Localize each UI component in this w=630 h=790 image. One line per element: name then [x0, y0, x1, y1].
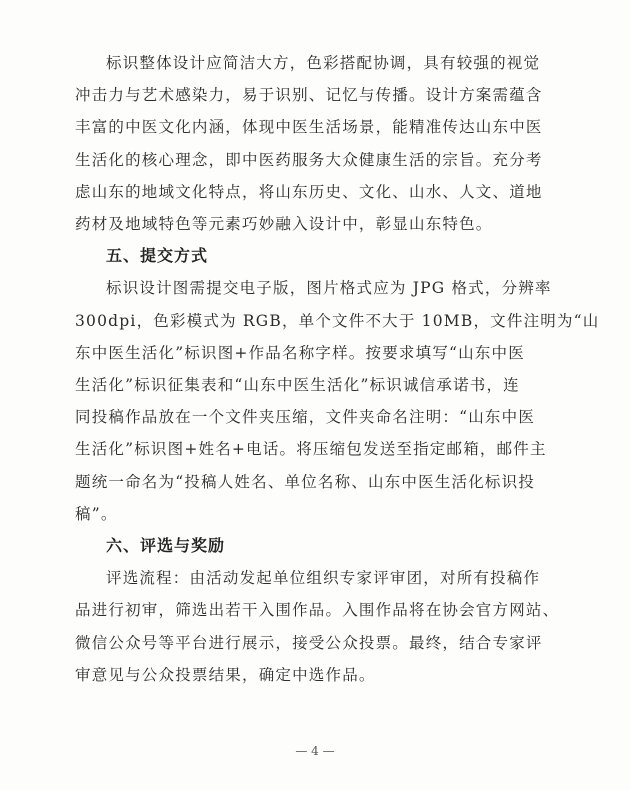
- section-heading-submission: 五、提交方式: [106, 246, 209, 266]
- text-line: 微信公众号等平台进行展示，接受公众投票。最终，结合专家评: [75, 633, 543, 652]
- text-line: 题统一命名为“投稿人姓名、单位名称、山东中医生活化标识投: [75, 472, 536, 491]
- text-line: 生活化的核心理念，即中医药服务大众健康生活的宗旨。充分考: [75, 150, 543, 169]
- document-body: [75, 47, 600, 691]
- text-line: 稿”。: [75, 504, 118, 523]
- paragraph-evaluation: [75, 562, 560, 691]
- text-line: 虑山东的地域文化特点，将山东历史、文化、山水、人文、道地: [75, 182, 543, 201]
- text-line: 东中医生活化”标识图+作品名称字样。按要求填写“山东中医: [75, 343, 525, 362]
- paragraph-submission: [75, 272, 600, 530]
- text-line: 同投稿作品放在一个文件夹压缩，文件夹命名注明：“山东中医: [75, 408, 536, 427]
- text-line: 药材及地域特色等元素巧妙融入设计中，彰显山东特色。: [75, 215, 493, 234]
- text-line: 生活化”标识图+姓名+电话。将压缩包发送至指定邮箱，邮件主: [75, 440, 547, 459]
- text-line: 300dpi，色彩模式为 RGB，单个文件不大于 10MB，文件注明为“山: [75, 311, 600, 330]
- text-line: 品进行初审，筛选出若干入围作品。入围作品将在协会官方网站、: [75, 601, 560, 620]
- text-line: 标识整体设计应简洁大方，色彩搭配协调，具有较强的视觉: [106, 54, 541, 72]
- text-line: 评选流程：由活动发起单位组织专家评审团，对所有投稿作: [106, 569, 541, 588]
- text-line: 生活化”标识征集表和“山东中医生活化”标识诚信承诺书，连: [75, 376, 520, 395]
- text-line: 丰富的中医文化内涵，体现中医生活场景，能精准传达山东中医: [75, 118, 543, 137]
- text-line: 标识设计图需提交电子版，图片格式应为 JPG 格式，分辨率: [106, 279, 552, 298]
- text-line: 审意见与公众投票结果，确定中选作品。: [75, 665, 376, 684]
- paragraph-design-requirements: [75, 47, 547, 240]
- page-number: — 4 —: [295, 744, 335, 758]
- section-heading-evaluation: 六、评选与奖励: [106, 536, 226, 556]
- text-line: 冲击力与艺术感染力，易于识别、记忆与传播。设计方案需蕴含: [75, 86, 543, 105]
